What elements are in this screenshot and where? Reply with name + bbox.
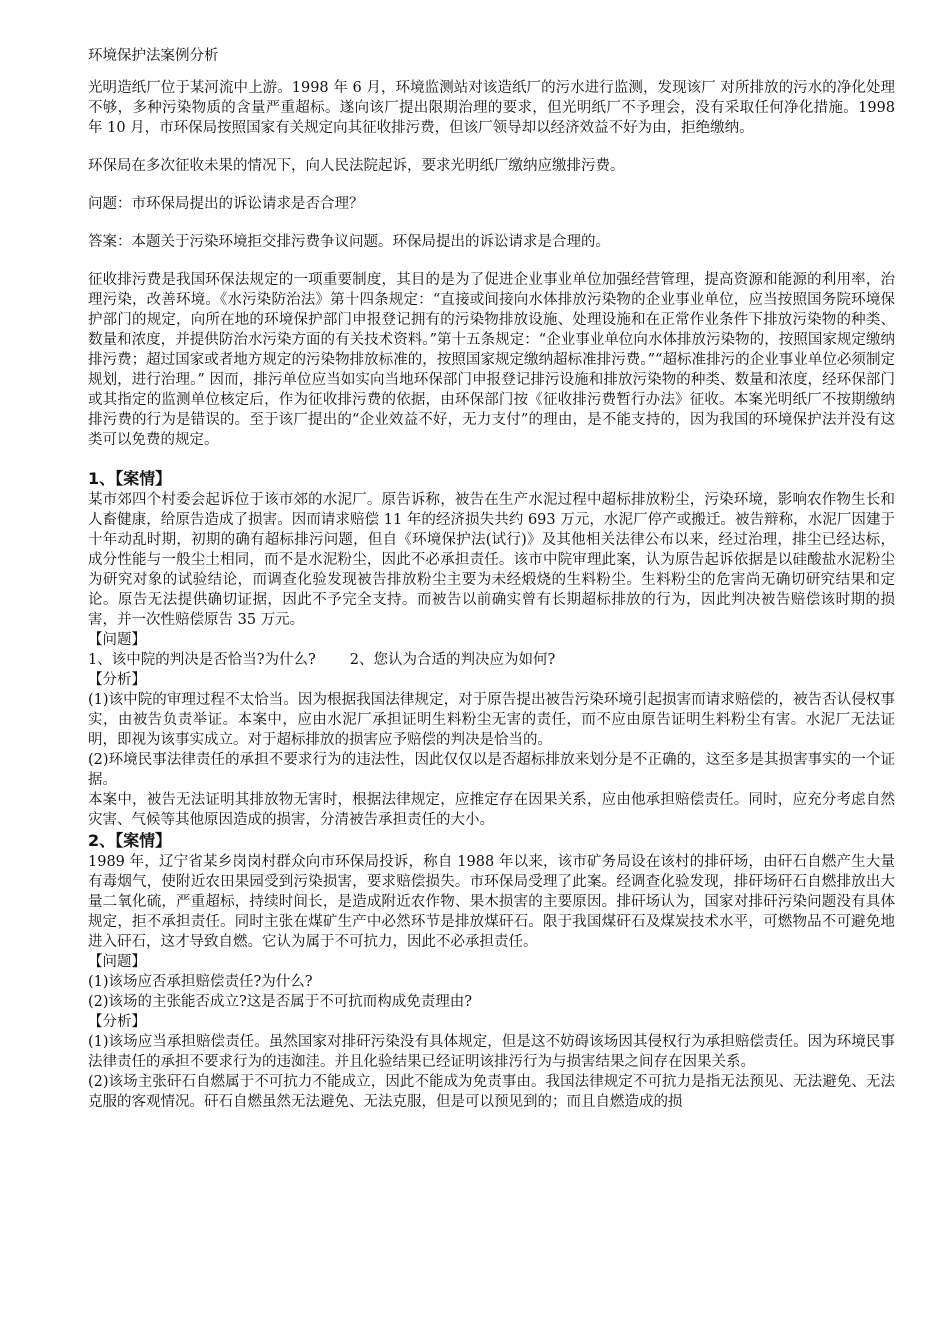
case-1-heading: 1、【案情】 — [88, 469, 172, 488]
intro-paragraph-2: 环保局在多次征收未果的情况下，向人民法院起诉，要求光明纸厂缴纳应缴排污费。 — [88, 158, 625, 174]
case-2-analysis-2: (2)该场主张矸石自燃属于不可抗力不能成立，因此不能成为免责事由。我国法律规定不可抗力是指无法预见、无法避免、无法克服的客观情况。矸石自燃虽然无法避免、无法克服，但是可以预见到的；而且自燃造成的损 — [88, 1074, 895, 1110]
case-1-analysis-2: (2)环境民事法律责任的承担不要求行为的违法性，因此仅仅以是否超标排放来划分是不正确的，这至多是其损害事实的一个证据。 — [88, 752, 895, 788]
case-1-analysis-3: 本案中，被告无法证明其排放物无害时，根据法律规定，应推定存在因果关系，应由他承担赔偿责任。同时，应充分考虑自然灾害、气候等其他原因造成的损害，分清被告承担责任的大小。 — [88, 792, 895, 828]
case-1-questions — [88, 650, 895, 670]
case-2-heading: 2、【案情】 — [88, 831, 172, 850]
case-1-facts: 某市郊四个村委会起诉位于该市郊的水泥厂。原告诉称，被告在生产水泥过程中超标排放粉尘，污染环境，影响农作物生长和人畜健康，给原告造成了损害。因而请求赔偿 11 年的经济损失共约 693 万元，水泥厂停产或搬迁。被告辩称，水泥厂因建于十年动乱时期，初期的确有超标排污问题，但自《环境保护法(试行)》及其他相关法律公布以来，经过治理，排尘已经达标，成分性能与一般尘土相同，而不是水泥粉尘，因此不必承担责任。该市中院审理此案，认为原告起诉依据是以硅酸盐水泥粉尘为研究对象的试验结论，而调查化验发现被告排放粉尘主要为未经煅烧的生料粉尘。生料粉尘的危害尚无确切研究结果和定论。原告无法提供确切证据，因此不予完全支持。而被告以前确实曾有长期超标排放的行为，因此判决被告赔偿该时期的损害，并一次性赔偿原告 35 万元。 — [88, 492, 895, 628]
case-2-facts: 1989 年，辽宁省某乡岗岗村群众向市环保局投诉，称自 1988 年以来，该市矿务局设在该村的排矸场，由矸石自燃产生大量有毒烟气，使附近农田果园受到污染损害，要求赔偿损失。市环保局受理了此案。经调查化验发现，排矸场矸石自燃排放出大量二氧化硫，严重超标，持续时间长，是造成附近农作物、果木损害的主要原因。排矸场认为，国家对排矸污染问题没有具体规定，拒不承担责任。同时主张在煤矿生产中必然环节是排放煤矸石。限于我国煤矸石及煤炭技术水平，可燃物品不可避免地进入矸石，这才导致自燃。它认为属于不可抗力，因此不必承担责任。 — [88, 854, 895, 950]
case-1-question-2: 2、您认为合适的判决应为如何? — [349, 652, 556, 668]
intro-question: 问题：市环保局提出的诉讼请求是否合理？ — [88, 196, 364, 212]
case-1-question-1: 1、该中院的判决是否恰当?为什么? — [88, 652, 316, 668]
case-2-question-label: 【问题】 — [88, 954, 146, 970]
document-title: 环境保护法案例分析 — [88, 48, 219, 64]
intro-explanation: 征收排污费是我国环保法规定的一项重要制度，其目的是为了促进企业事业单位加强经营管理，提高资源和能源的利用率，治理污染，改善环境。《水污染防治法》第十四条规定：“直接或间接向水体排放污染物的企业事业单位，应当按照国务院环境保护部门的规定，向所在地的环境保护部门申报登记拥有的污染物排放设施、处理设施和在正常作业条件下排放污染物的种类、数量和浓度，并提供防治水污染方面的有关技术资料。”第十五条规定：“企业事业单位向水体排放污染物的，按照国家规定缴纳排污费；超过国家或者地方规定的污染物排放标准的，按照国家规定缴纳超标准排污费。”“超标准排污的企业事业单位必须制定规划，进行治理。” 因而，排污单位应当如实向当地环保部门申报登记排污设施和排放污染物的种类、数量和浓度，经环保部门或其指定的监测单位核定后，作为征收排污费的依据，由环保部门按《征收排污费暂行办法》征收。本案光明纸厂不按期缴纳排污费的行为是错误的。至于该厂提出的“企业效益不好，无力支付”的理由，是不能支持的，因为我国的环境保护法并没有这类可以免费的规定。 — [88, 272, 895, 448]
case-2-analysis-1: (1)该场应当承担赔偿责任。虽然国家对排矸污染没有具体规定，但是这不妨碍该场因其侵权行为承担赔偿责任。因为环境民事法律责任的承担不要求行为的违洳洼。并且化验结果已经证明该排汚行为与损害结果之间存在因果关系。 — [88, 1034, 895, 1070]
case-1 — [88, 468, 895, 830]
intro-answer: 答案：本题关于污染环境拒交排污费争议问题。环保局提出的诉讼请求是合理的。 — [88, 234, 610, 250]
intro-paragraph-1: 光明造纸厂位于某河流中上游。1998 年 6 月，环境监测站对该造纸厂的污水进行监测，发现该厂 对所排放的污水的净化处理不够，多种污染物质的含量严重超标。遂向该厂提出限期治理的要求，但光明纸厂不予理会，没有采取任何净化措施。1998 年 10 月，市环保局按照国家有关规定向其征收排污费，但该厂领导却以经济效益不好为由，拒绝缴纳。 — [88, 80, 895, 136]
case-1-analysis-1: (1)该中院的审理过程不太恰当。因为根据我国法律规定，对于原告提出被告污染环境引起损害而请求赔偿的，被告否认侵权事实，由被告负责举证。本案中，应由水泥厂承担证明生料粉尘无害的责任，而不应由原告证明生料粉尘有害。水泥厂无法证明，即视为该事实成立。对于超标排放的损害应予赔偿的判决是恰当的。 — [88, 692, 895, 748]
case-2-analysis-label: 【分析】 — [88, 1014, 146, 1030]
case-2 — [88, 830, 895, 1112]
case-2-question-2: (2)该场的主张能否成立?这是否属于不可抗而构成免责理由? — [88, 994, 473, 1010]
case-1-analysis-label: 【分析】 — [88, 672, 146, 688]
document-page — [88, 38, 895, 1112]
case-2-question-1: (1)该场应否承担赔偿责任?为什么? — [88, 974, 313, 990]
case-1-question-label: 【问题】 — [88, 632, 146, 648]
